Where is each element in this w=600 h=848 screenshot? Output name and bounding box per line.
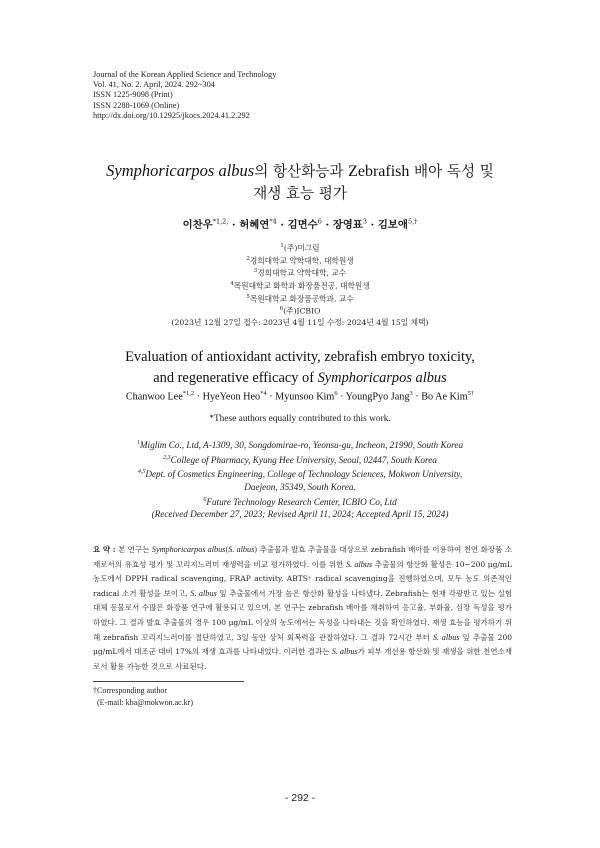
korean-affiliation: [0, 279, 600, 292]
affiliation-text: (주)ICBIO: [283, 306, 321, 316]
issn-online: ISSN 2288-1069 (Online): [93, 100, 180, 110]
korean-affiliation: [0, 266, 600, 279]
journal-name: Journal of the Korean Applied Science and Technology: [93, 70, 277, 79]
korean-affiliation: [0, 304, 600, 317]
affiliation-sup: 5: [246, 293, 250, 300]
footnote-divider: [93, 681, 244, 682]
korean-title-line2: 재생 효능 평가: [253, 185, 347, 202]
abstract-text: (: [225, 545, 229, 554]
author-name: 이찬우: [182, 219, 213, 231]
affiliation-text: Miglim Co., Ltd, A-1309, 30, Songdomirae-ro, Yeonsu-gu, Incheon, 21990, South Korea: [139, 440, 464, 451]
affiliation-text: (주)미그림: [283, 243, 320, 253]
author-sup: 3: [409, 390, 413, 397]
author-sup: 5,†: [407, 217, 418, 226]
affiliation-text: 목원대학교 화학과 화장품전공, 대학원생: [233, 281, 370, 291]
english-affiliations: [0, 437, 600, 521]
corresponding-author: †Corresponding author: [93, 686, 167, 695]
korean-affiliation: [0, 241, 600, 254]
korean-title-zebrafish: Zebrafish: [348, 163, 410, 180]
affiliation-sup: 1: [280, 243, 284, 249]
journal-volume: Vol. 41, No. 2. April, 2024. 292~304: [93, 80, 215, 90]
page-number: - 292 -: [284, 792, 316, 804]
author-name: HyeYeon Heo: [202, 391, 261, 403]
english-dates: (Received December 27, 2023; Revised April 11, 2024; Accepted April 15, 2024): [151, 509, 449, 520]
abstract-text: 잎 추출물에서 가장 높은 항산화 활성을 나타냈다. Zebrafish는 현재 각광받고 있는 실험 대체 동물로서 수많은 화장품 연구에 활용되고 있으며, 본 연구는 zebrafish 배아를 채취하여 응고율, 부화율, 심장 독성을 평가하였다. 그 결과 발효 추출물의 경우 100 μg/mL 이상의 농도에서는 독성을 나타내는 것을 확인하였다. 재생 효능을 평가하기 위해 zebrafish 꼬리지느러미를 절단하였고, 3일 동안 상처 회복력을 관찰하였다. 그 결과 72시간 부터: [93, 588, 512, 642]
author-separator: ·: [194, 391, 203, 403]
english-affiliation: [0, 481, 600, 494]
korean-affiliations: [0, 241, 600, 328]
english-affiliation: [0, 452, 600, 467]
english-affiliation: [0, 466, 600, 481]
author-sup: *1,2,: [212, 217, 229, 226]
author-separator: ·: [412, 391, 422, 403]
author-name: 김보애: [377, 219, 408, 231]
affiliation-text: 목원대학교 화장품공학과, 교수: [249, 294, 354, 304]
affiliation-text: Future Technology Research Center, ICBIO Co, Ltd: [206, 496, 397, 507]
english-authors: [0, 390, 600, 402]
author-sup: *4: [260, 390, 267, 397]
species-name: Symphoricarpos albus: [317, 370, 447, 386]
author-separator: ·: [266, 391, 276, 403]
english-title-line1: Evaluation of antioxidant activity, zebrafish embryo toxicity,: [125, 349, 475, 365]
author-name: 허혜연: [239, 219, 270, 231]
author-separator: ·: [366, 219, 378, 231]
affiliation-sup: 3: [253, 268, 258, 275]
english-affiliation: [0, 494, 600, 509]
author-name: YoungPyo Jang: [345, 391, 410, 403]
abstract-label: 요 약 :: [93, 545, 116, 554]
species-name: S. albus: [345, 559, 373, 569]
korean-title-line1: [0, 160, 600, 183]
author-sup: 5†: [467, 390, 475, 397]
journal-header: [93, 70, 276, 121]
abstract-text: 추출물의 항산화 활성은 10~200 μg/mL 농도에서 DPPH radical scavenging, FRAP activity, ABTS⁺ radical scavenging을 진행하였으며, 모두 농도 의존적인 radical 소거 활성을 보이고,: [93, 559, 513, 598]
author-name: Myunsoo Kim: [275, 391, 335, 403]
species-name: S. albus: [228, 545, 255, 554]
korean-dates: (2023년 12월 27일 접수: 2023년 4월 11일 수정: 2024년 4월 15일 채택): [171, 317, 429, 327]
species-name: S. albus: [331, 647, 358, 657]
equal-contribution-note: *These authors equally contributed to this work.: [209, 414, 391, 424]
author-sup: *4: [269, 217, 277, 226]
author-sup: *1,2: [182, 390, 195, 397]
author-sup: 6: [334, 390, 338, 397]
author-separator: ·: [276, 219, 288, 231]
author-separator: ·: [228, 219, 240, 231]
affiliation-text: 경희대학교 약학대학, 대학원생: [249, 256, 354, 266]
author-sup: 6: [317, 217, 322, 226]
affiliation-text: Dept. of Cosmetics Engineering, College of Technology Sciences, Mokwon University,: [145, 469, 463, 480]
author-separator: ·: [321, 219, 333, 231]
english-title-line2: [0, 368, 600, 389]
affiliation-sup: 2: [246, 255, 250, 262]
abstract-text: 본 연구는: [115, 545, 152, 554]
korean-abstract: [93, 543, 512, 674]
korean-authors: [0, 216, 600, 231]
abstract-text: ) 추출물과 발효 추출물을 대상으로 zebrafish 배아를 이용하여 천연 화장품 소재로서의 유효성 평가 및 꼬리지느러미 재생력을 비교 평가하였다. 이를 위한: [93, 545, 513, 569]
abstract-text: 잎 추출물 200 μg/mL에서 대조군 대비 17%의 재생 효과를 나타내었다. 이러한 결과는: [93, 632, 512, 657]
affiliation-sup: 1: [136, 440, 140, 446]
affiliation-text: 경희대학교 약학대학, 교수: [257, 268, 347, 278]
species-name: S. albus: [190, 588, 217, 598]
author-name: 김면수: [287, 219, 318, 231]
english-title: [0, 347, 600, 389]
affiliation-text: College of Pharmacy, Kyung Hee University, Seoul, 02447, South Korea: [170, 454, 437, 465]
english-affiliation: [0, 437, 600, 452]
affiliation-sup: 6: [279, 306, 284, 313]
doi-link[interactable]: http://dx.doi.org/10.12925/jkocs.2024.41.2.292: [93, 110, 250, 120]
footnote: [93, 685, 193, 709]
affiliation-sup: 4,5: [137, 469, 146, 476]
species-name: Symphoricarpos albus: [151, 545, 226, 554]
author-sup: 3: [362, 217, 367, 226]
korean-title-text: 의 항산화능과: [254, 163, 349, 180]
author-name: Bo Ae Kim: [421, 391, 468, 403]
species-name: Symphoricarpos albus: [106, 161, 255, 180]
author-separator: ·: [337, 391, 346, 403]
affiliation-sup: 4: [230, 280, 234, 287]
affiliation-text: Daejeon, 35349, South Korea.: [244, 481, 356, 492]
korean-title-end: 배아 독성 및: [409, 163, 494, 180]
korean-affiliation: [0, 254, 600, 267]
korean-title: [0, 160, 600, 205]
corresponding-email[interactable]: (E-mail: kba@mokwon.ac.kr): [97, 698, 194, 707]
issn-print: ISSN 1225-9098 (Print): [93, 90, 173, 100]
abstract-text: 가 피부 개선용 항산화 및 재생을 위한 천연소재로서 활용 가능한 것으로 사료된다.: [93, 647, 512, 671]
korean-affiliation: [0, 292, 600, 305]
author-name: 장영표: [332, 219, 363, 231]
author-name: Chanwoo Lee: [125, 391, 183, 403]
species-name: S. albus: [432, 632, 460, 642]
affiliation-sup: 6: [203, 496, 207, 503]
english-title-text: and regenerative efficacy of: [153, 370, 318, 386]
affiliation-sup: 2,3: [163, 454, 171, 461]
